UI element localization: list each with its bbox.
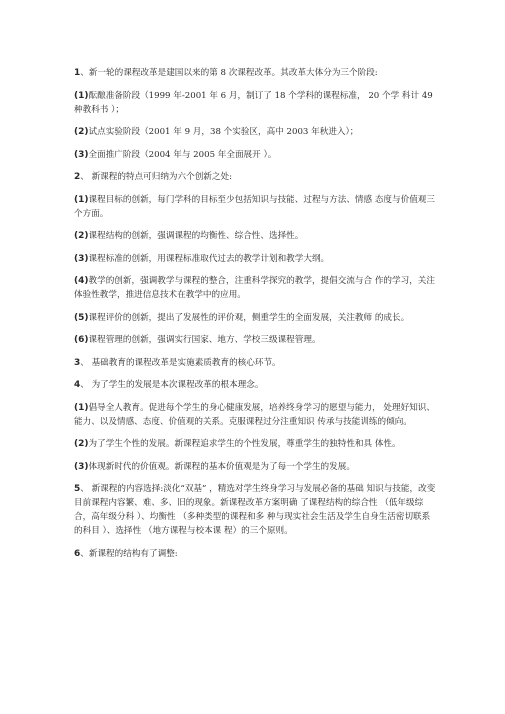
paragraph-4-3: (3)体现新时代的价值观。新课程的基本价值观是为了每一个学生的发展。 <box>74 461 355 472</box>
paragraph-1-3: (3)全面推广阶段（2004 年与 2005 年全面展开 ）。 <box>74 149 277 160</box>
paragraph-2-2: (2)课程结构的创新，强调课程的均衡性、综合性、选择性。 <box>74 231 304 241</box>
paragraph-4: 4、 为了学生的发展是本次课程改革的根本理念。 <box>74 380 264 390</box>
paragraph-2-5: (5)课程评价的创新，提出了发展性的评价观，侧重学生的全面发展，关注教师 的成长。 <box>74 312 410 323</box>
paragraph-4-1: (1)倡导全人教育。促进每个学生的身心健康发展，培养终身学习的愿望与能力， 处理好知识、能力、以及情感、态度、价值观的关系。克服课程过分注重知识 传承与技能训练的倾向。 <box>74 402 435 427</box>
paragraph-2-4: (4)教学的创新，强调教学与课程的整合，注重科学探究的教学，提倡交流与合 作的学习，关注体验性教学，推进信息技术在教学中的应用。 <box>74 276 435 300</box>
paragraph-2: 2、 新课程的特点可归纳为六个创新之处: <box>74 172 232 182</box>
paragraph-1-2: (2)试点实验阶段（2001 年 9 月，38 个实验区，高中 2003 年秋进入）； <box>74 127 359 137</box>
paragraph-2-3: (3)课程标准的创新，用课程标准取代过去的教学计划和教学大纲。 <box>74 253 330 264</box>
paragraph-5: 5、 新课程的内容选择:淡化“双基” ，精选对学生终身学习与发展必备的基础 知识与技能，改变目前课程内容繁、难、多、旧的现象。新课程改革方案明确 了课程结构的综合性 （低年级综合，高年级分科 ）、均衡性 （多种类型的课程和多 种与现实社会生活及学生自身生活密切联系的科目 ）、选择性 （地方课程与校本课 程）的三个原则。 <box>74 484 436 536</box>
document-body <box>74 66 438 569</box>
paragraph-2-1: (1)课程目标的创新，每门学科的目标至少包括知识与技能、过程与方法、情感 态度与价值观三个方面。 <box>74 194 435 219</box>
paragraph-4-2: (2)为了学生个性的发展。新课程追求学生的个性发展，尊重学生的独特性和具 体性。 <box>74 439 401 449</box>
paragraph-6: 6、新课程的结构有了调整: <box>74 548 178 559</box>
paragraph-3: 3、 基础教育的课程改革是实施素质教育的核心环节。 <box>74 357 281 368</box>
paragraph-1-1: (1)酝酿准备阶段（1999 年-2001 年 6 月，制订了 18 个学科的课程标准， 20 个学 科计 49 种教科书 ）； <box>74 90 433 115</box>
paragraph-1: 1、新一轮的课程改革是建国以来的第 8 次课程改革。其改革大体分为三个阶段: <box>74 68 378 78</box>
paragraph-2-6: (6)课程管理的创新，强调实行国家、地方、学校三级课程管理。 <box>74 335 321 345</box>
